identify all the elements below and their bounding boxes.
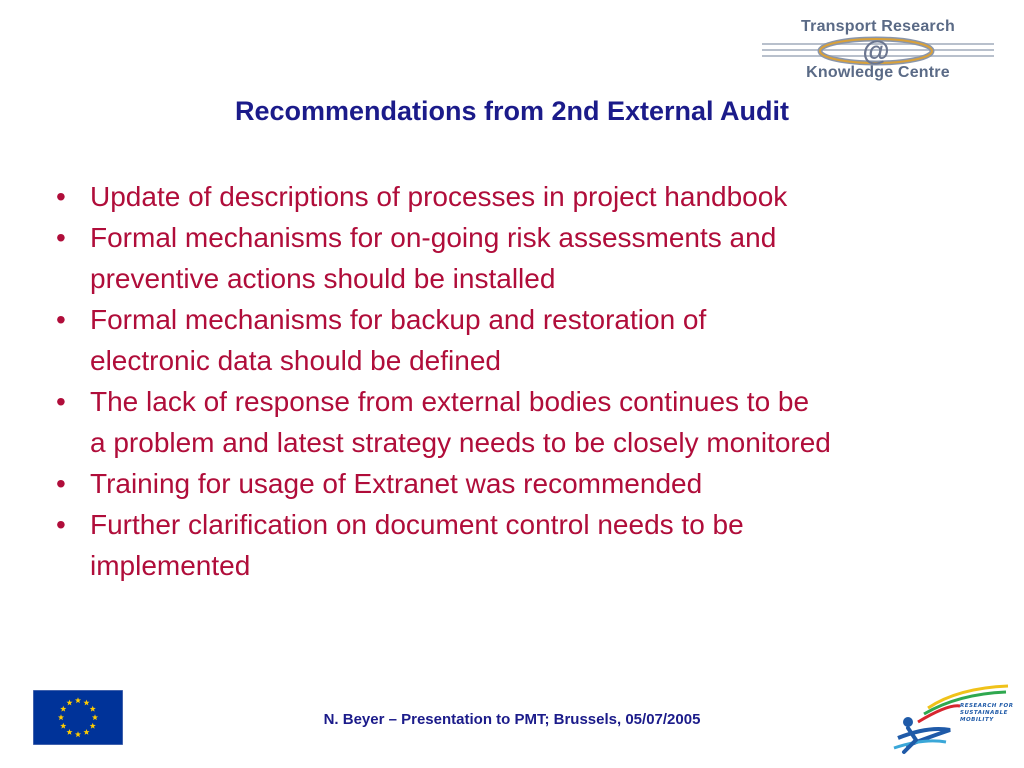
bullet-text-line: electronic data should be defined	[90, 345, 501, 376]
bullet-dot: •	[56, 509, 66, 540]
bullet-text-line: Update of descriptions of processes in project handbook	[90, 181, 788, 212]
bullet-list	[52, 176, 1012, 586]
bullet-text-line: Further clarification on document control needs to be	[90, 509, 744, 540]
bullet-item	[52, 299, 1012, 381]
bullet-text-line: a problem and latest strategy needs to be closely monitored	[90, 427, 831, 458]
bullet-text-line: Formal mechanisms for backup and restoration of	[90, 304, 707, 335]
bullet-text-line: Formal mechanisms for on-going risk assessments and	[90, 222, 777, 253]
footer-text: N. Beyer – Presentation to PMT; Brussels, 05/07/2005	[323, 711, 701, 728]
bullet-text-line: The lack of response from external bodies continues to be	[90, 386, 810, 417]
bullet-dot: •	[56, 468, 66, 499]
bullet-item	[52, 217, 1012, 299]
bullet-dot: •	[56, 386, 66, 417]
bullet-dot: •	[56, 222, 66, 253]
bullet-text-line: implemented	[90, 550, 251, 581]
bullet-item	[52, 176, 1012, 217]
bullet-dot: •	[56, 181, 66, 212]
at-sign-swoosh-icon	[758, 36, 998, 66]
bullet-item	[52, 504, 1012, 586]
logo-line-1: Transport Research	[801, 18, 955, 35]
bullet-dot: •	[56, 304, 66, 335]
rsm-line-2: SUSTAINABLE	[960, 710, 1008, 716]
svg-text:@: @	[862, 36, 890, 66]
logo-line-2: Knowledge Centre	[806, 64, 950, 81]
slide-title: Recommendations from 2nd External Audit	[234, 96, 790, 126]
bullet-item	[52, 381, 1012, 463]
bullet-item	[52, 463, 1012, 504]
trkc-logo	[758, 14, 998, 86]
bullet-text-line: preventive actions should be installed	[90, 263, 556, 294]
rsm-logo-text	[960, 703, 1020, 724]
rsm-line-3: MOBILITY	[960, 717, 994, 723]
bullet-text-line: Training for usage of Extranet was recommended	[90, 468, 703, 499]
rsm-line-1: RESEARCH FOR	[960, 703, 1014, 709]
